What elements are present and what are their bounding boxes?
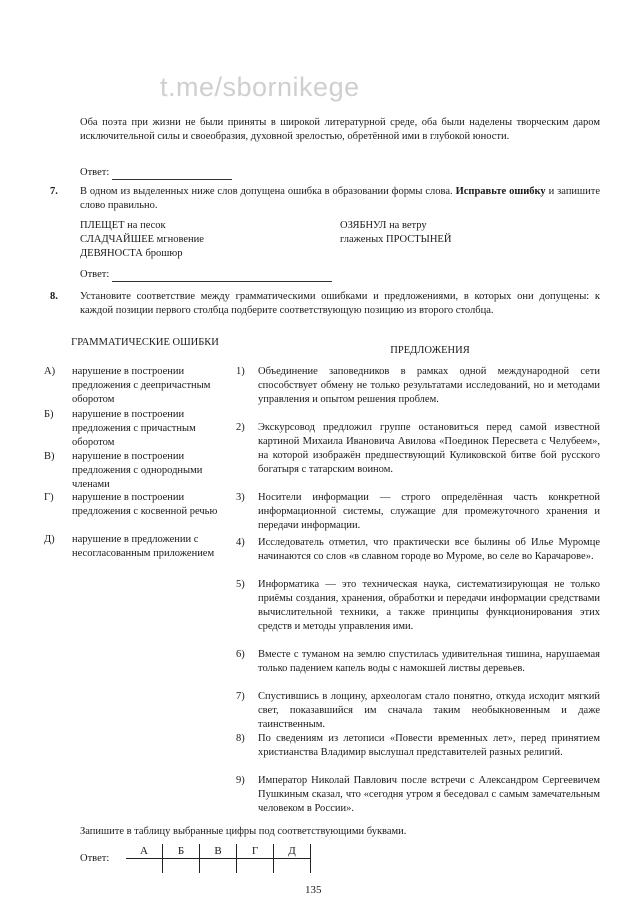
- error-label: А): [44, 366, 56, 377]
- error-text: нарушение в построении предложения с причастным оборотом: [72, 409, 196, 448]
- sentence-number: 6): [236, 649, 245, 660]
- intro-paragraph: Оба поэта при жизни не были приняты в широкой литературной среде, оба были наделены творческим даром исключительной силы и своеобразия, духовной зрелостью, обретённой ими в глубокой юности.: [80, 117, 600, 142]
- sentence-text: Носители информации — строго определённая часть конкретной информационной системы, служащие для промежуточного хранения и передачи информации.: [258, 492, 600, 531]
- sentence-text: Спустившись в лощину, археологам стало понятно, откуда исходит мягкий свет, показавшийся им сначала таким необыкновенным и даже таинственным.: [258, 691, 600, 730]
- word-context: на ветру: [386, 220, 427, 231]
- word-context: глаженых: [340, 234, 386, 245]
- task7-word-2: [80, 233, 330, 247]
- task7-instruction-bold: Исправьте ошибку: [455, 186, 546, 197]
- answer-cell[interactable]: [274, 859, 311, 874]
- word-caps: ОЗЯБНУЛ: [340, 220, 387, 231]
- word-context: на песок: [124, 220, 166, 231]
- word-caps: ПРОСТЫНЕЙ: [386, 234, 452, 245]
- answer-label: Ответ:: [80, 269, 110, 280]
- error-text: нарушение в построении предложения с деепричастным оборотом: [72, 366, 211, 405]
- task8-number: 8.: [50, 291, 58, 302]
- sentence-number: 8): [236, 733, 245, 744]
- error-label: В): [44, 451, 55, 462]
- sentence-text: Исследователь отметил, что практически все былины об Илье Муромце начинаются со слов «в славном городе во Муроме, во селе во Карачарове».: [258, 537, 600, 562]
- error-label: Д): [44, 534, 55, 545]
- error-text: нарушение в построении предложения с однородными членами: [72, 451, 203, 490]
- answer-table-header-row: [126, 844, 311, 859]
- answer-table-header: А: [126, 844, 163, 859]
- task7-answer-line[interactable]: [112, 270, 332, 282]
- error-label: Б): [44, 409, 54, 420]
- answer-cell[interactable]: [237, 859, 274, 874]
- answer-table-header: Г: [237, 844, 274, 859]
- sentence-number: 3): [236, 492, 245, 503]
- sentence-text: Вместе с туманом на землю спустилась удивительная тишина, нарушаемая только падением капель воды с намокшей листвы деревьев.: [258, 649, 600, 674]
- task7-word-3: [80, 247, 330, 261]
- page-number: 135: [305, 884, 322, 896]
- error-text: нарушение в предложении с несогласованным приложением: [72, 534, 215, 559]
- answer-table-header: В: [200, 844, 237, 859]
- sentence-number: 4): [236, 537, 245, 548]
- errors-column-header: ГРАММАТИЧЕСКИЕ ОШИБКИ: [71, 337, 219, 348]
- sentence-number: 9): [236, 775, 245, 786]
- answer-table-input-row: [126, 859, 311, 874]
- answer-label: Ответ:: [80, 167, 110, 178]
- sentences-column-header: ПРЕДЛОЖЕНИЯ: [390, 345, 470, 356]
- task8-answer-label: Ответ:: [80, 853, 110, 864]
- answer-line[interactable]: [112, 168, 232, 180]
- task7-instruction-tail: и запишите слово правильно.: [80, 186, 601, 211]
- sentence-number: 2): [236, 422, 245, 433]
- sentence-text: По сведениям из летописи «Повести временных лет», перед принятием христианства Владимир выслушал представителей разных религий.: [258, 733, 600, 758]
- sentence-text: Экскурсовод предложил группе остановиться перед самой известной картиной Михаила Ивановича Авилова «Поединок Пересвета с Челубеем», на которой изображён предшествующий Куликовской битве бой русского богатыря с татарским воином.: [258, 422, 600, 475]
- sentence-text: Информатика — это техническая наука, систематизирующая не только приёмы создания, хранения, обработки и передачи информации средствами вычислительной техники, а также принципы функционирования этих средств и методы управления ими.: [258, 579, 600, 632]
- word-caps: СЛАДЧАЙШЕЕ: [80, 234, 155, 245]
- word-caps: ПЛЕЩЕТ: [80, 220, 125, 231]
- answer-cell[interactable]: [163, 859, 200, 874]
- task7-instruction: [80, 185, 600, 213]
- word-context: брошюр: [142, 248, 183, 259]
- sentence-number: 7): [236, 691, 245, 702]
- sentence-number: 1): [236, 366, 245, 377]
- answer-cell[interactable]: [126, 859, 163, 874]
- answer-table-header: Б: [163, 844, 200, 859]
- answer-table-header: Д: [274, 844, 311, 859]
- answer-table: [126, 844, 311, 873]
- word-caps: ДЕВЯНОСТА: [80, 248, 143, 259]
- task7-word-4: [340, 219, 600, 233]
- answer-row-6: [80, 166, 232, 180]
- sentence-text: Объединение заповедников в рамках одной международной сети способствует обмену не только результатами исследований, но и методами управления и опытом решения проблем.: [258, 366, 600, 405]
- sentence-text: Император Николай Павлович после встречи с Александром Сергеевичем Пушкиным сказал, что «сегодня утром я беседовал с самым замечательным человеком в России».: [258, 775, 600, 814]
- answer-cell[interactable]: [200, 859, 237, 874]
- word-context: мгновение: [154, 234, 204, 245]
- watermark: t.me/sbornikege: [160, 72, 360, 102]
- error-text: нарушение в построении предложения с косвенной речью: [72, 492, 218, 517]
- task8-instruction: Установите соответствие между грамматическими ошибками и предложениями, в которых они допущены: к каждой позиции первого столбца подберите соответствующую позицию из второго столбца.: [80, 291, 600, 316]
- task7-word-5: [340, 233, 600, 247]
- task7-instruction-plain: В одном из выделенных ниже слов допущена ошибка в образовании формы слова.: [80, 186, 453, 197]
- task7-word-1: [80, 219, 330, 233]
- task7-number: 7.: [50, 186, 58, 197]
- task7-answer-row: [80, 268, 332, 282]
- table-instruction: Запишите в таблицу выбранные цифры под соответствующими буквами.: [80, 826, 407, 837]
- sentence-number: 5): [236, 579, 245, 590]
- error-label: Г): [44, 492, 54, 503]
